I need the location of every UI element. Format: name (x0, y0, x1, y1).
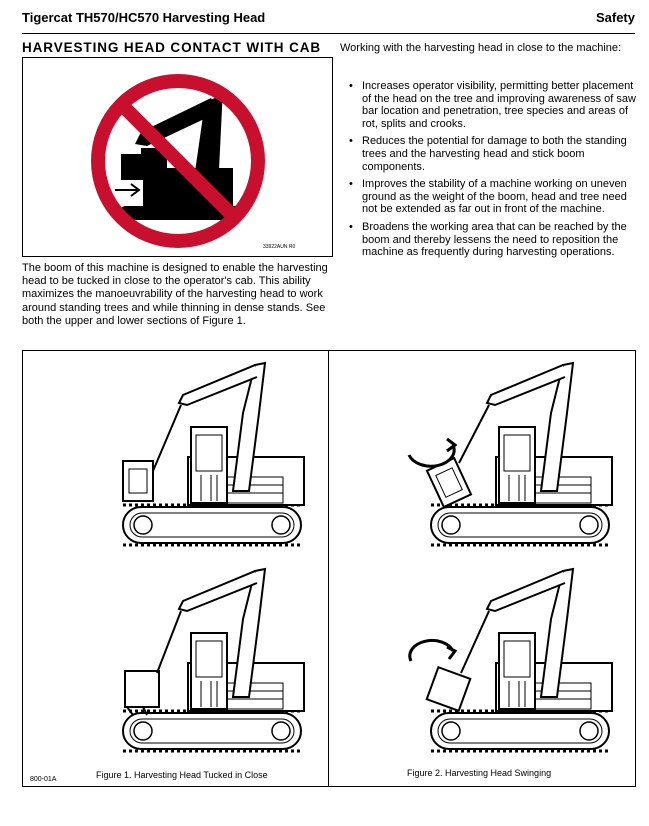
figure-2-lower-illustration (410, 569, 612, 751)
body-paragraph: The boom of this machine is designed to enable the harvesting head to be tucked in close to the operator's cab. This ability maximizes the manoeuvrability of the harvesting head to work around standing trees and while thinning in dense stands. See both the upper and lower sections of Figure 1. (22, 262, 328, 327)
image-code: 33922AUN R0 (263, 244, 296, 250)
document-title: Tigercat TH570/HC570 Harvesting Head (22, 10, 266, 25)
section-heading: HARVESTING HEAD CONTACT WITH CAB (22, 40, 322, 55)
list-item: • Improves the stability of a machine working on uneven ground as the weight of the boom, head and tree need not be extended as far out in front of the machine. (340, 178, 640, 216)
figure-divider (328, 350, 329, 787)
figure-2-upper-illustration (409, 363, 612, 545)
figure-1-caption: Figure 1. Harvesting Head Tucked in Close (96, 770, 268, 780)
figure-1-lower-illustration (123, 569, 304, 751)
prohibition-figure (22, 57, 333, 257)
section-label: Safety (595, 10, 635, 25)
list-item: • Broadens the working area that can be reached by the boom and thereby lessens the need to reposition the machine as frequently during harvesting operations. (340, 221, 640, 259)
list-item: • Reduces the potential for damage to both the standing trees and the harvesting head and stick boom components. (340, 135, 640, 173)
benefits-list (340, 80, 640, 264)
figure-panel (22, 350, 636, 787)
figure-2-caption: Figure 2. Harvesting Head Swinging (407, 768, 552, 778)
figure-1-upper-illustration (123, 363, 304, 545)
figure-code: 800-01A (30, 776, 57, 783)
list-item: • Increases operator visibility, permitting better placement of the head on the tree and improving awareness of saw bar location and penetration, tree species and areas of rot, splits and crooks. (340, 80, 640, 130)
intro-paragraph: Working with the harvesting head in close to the machine: (340, 42, 622, 54)
header-rule (22, 33, 635, 34)
